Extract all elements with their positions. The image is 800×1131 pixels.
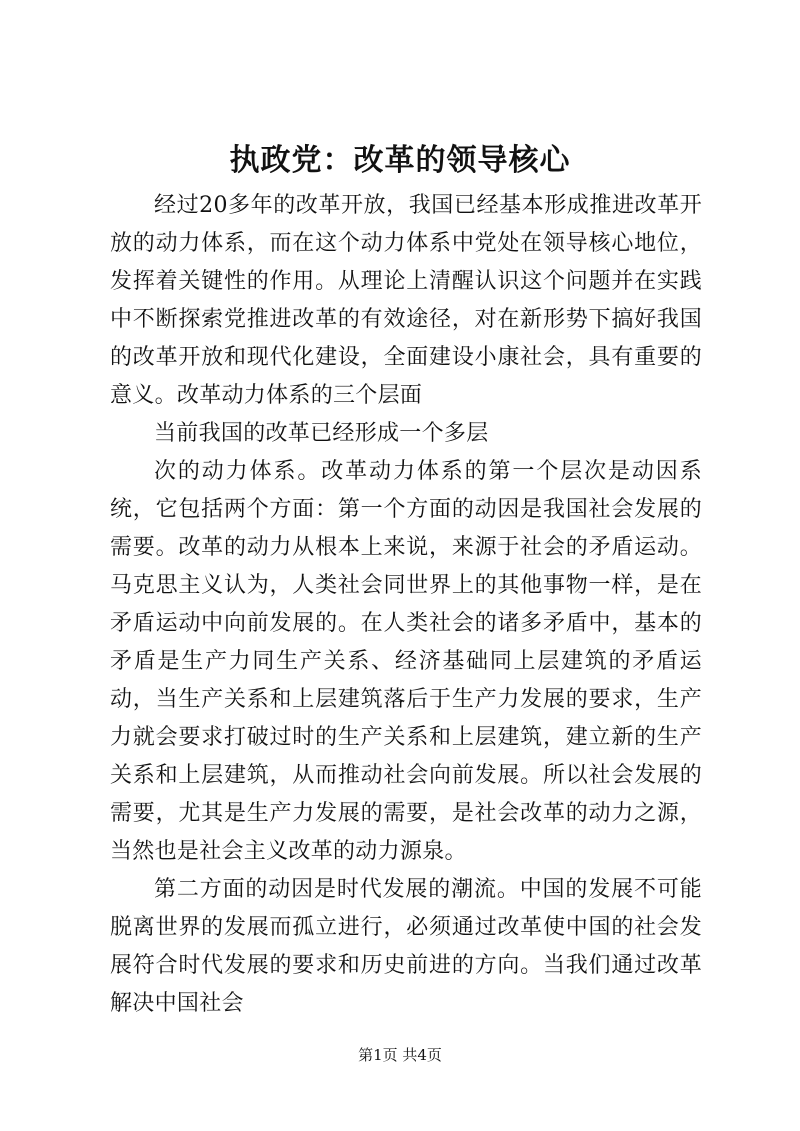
paragraph-2: 当前我国的改革已经形成一个多层 xyxy=(154,421,489,446)
paragraph-1: 经过20多年的改革开放，我国已经基本形成推进改革开放的动力体系，而在这个动力体系中党处在领导核心地位，发挥着关键性的作用。从理论上清醒认识这个问题并在实践中不断探索党推进改革的有效途径，对在新形势下搞好我国的改革开放和现代化建设，全面建设小康社会，具有重要的意义。改革动力体系的三个层面 xyxy=(110,193,702,408)
document-title: 执政党：改革的领导核心 xyxy=(229,143,571,178)
paragraph-4: 第二方面的动因是时代发展的潮流。中国的发展不可能脱离世界的发展而孤立进行，必须通过改革使中国的社会发展符合时代发展的要求和历史前进的方向。当我们通过改革解决中国社会 xyxy=(110,877,702,1016)
page-number-footer: 第1页 共4页 xyxy=(358,1046,442,1064)
paragraph-3: 次的动力体系。改革动力体系的第一个层次是动因系统，它包括两个方面：第一个方面的动因是我国社会发展的需要。改革的动力从根本上来说，来源于社会的矛盾运动。马克思主义认为，人类社会同世界上的其他事物一样，是在矛盾运动中向前发展的。在人类社会的诸多矛盾中，基本的矛盾是生产力同生产关系、经济基础同上层建筑的矛盾运动，当生产关系和上层建筑落后于生产力发展的要求，生产力就会要求打破过时的生产关系和上层建筑，建立新的生产关系和上层建筑，从而推动社会向前发展。所以社会发展的需要，尤其是生产力发展的需要，是社会改革的动力之源，当然也是社会主义改革的动力源泉。 xyxy=(110,459,702,864)
document-body xyxy=(110,187,702,1023)
